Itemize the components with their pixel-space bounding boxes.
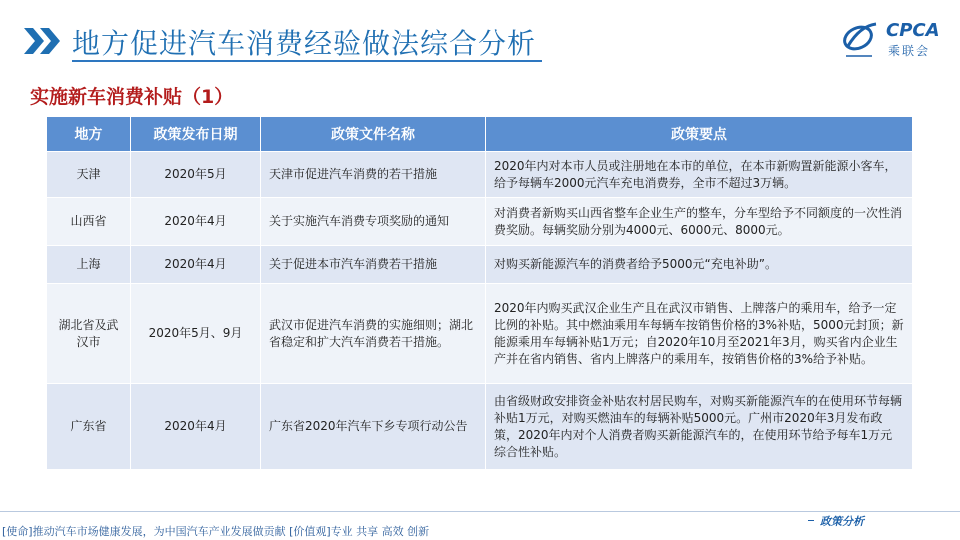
- table-row: [47, 384, 913, 470]
- cell-region: 天津: [47, 152, 131, 198]
- cell-region: 山西省: [47, 198, 131, 246]
- cell-date: 2020年4月: [131, 384, 261, 470]
- cell-date: 2020年4月: [131, 198, 261, 246]
- cell-document: 天津市促进汽车消费的若干措施: [261, 152, 486, 198]
- column-header-points: 政策要点: [486, 117, 913, 152]
- cell-points: 由省级财政安排资金补贴农村居民购车，对购买新能源汽车的在使用环节每辆补贴1万元，对购买燃油车的每辆补贴5000元。广州市2020年3月发布政策，2020年内对个人消费者购买新能源汽车的，在使用环节给予每车1万元综合性补贴。: [486, 384, 913, 470]
- footer-divider: [0, 511, 960, 512]
- footer-mark-line: [808, 520, 814, 521]
- cell-points: 2020年内对本市人员或注册地在本市的单位，在本市新购置新能源小客车，给予每辆车2000元汽车充电消费券，全市不超过3万辆。: [486, 152, 913, 198]
- column-header-document: 政策文件名称: [261, 117, 486, 152]
- logo-subtext: 乘联会: [888, 44, 931, 58]
- cell-document: 关于促进本市汽车消费若干措施: [261, 246, 486, 284]
- cell-date: 2020年5月、9月: [131, 284, 261, 384]
- column-header-region: 地方: [47, 117, 131, 152]
- table-header-row: [47, 117, 913, 152]
- table-row: [47, 152, 913, 198]
- title-underline: [72, 60, 542, 62]
- cell-points: 2020年内购买武汉企业生产且在武汉市销售、上牌落户的乘用车，给予一定比例的补贴。其中燃油乘用车每辆车按销售价格的3%补贴，5000元封顶；新能源乘用车每辆补贴1万元；自2020年10月至2021年3月，购买省内企业生产并在省内销售、省内上牌落户的乘用车，按销售价格的3%给予补贴。: [486, 284, 913, 384]
- footer-slogan: [使命]推动汽车市场健康发展，为中国汽车产业发展做贡献 [价值观]专业 共享 高效 创新: [2, 525, 430, 538]
- cell-document: 关于实施汽车消费专项奖励的通知: [261, 198, 486, 246]
- cell-region: 上海: [47, 246, 131, 284]
- cell-date: 2020年5月: [131, 152, 261, 198]
- logo-text: CPCA: [886, 20, 940, 41]
- policy-table: [46, 116, 913, 470]
- cell-date: 2020年4月: [131, 246, 261, 284]
- cell-document: 武汉市促进汽车消费的实施细则；湖北省稳定和扩大汽车消费若干措施。: [261, 284, 486, 384]
- cell-points: 对消费者新购买山西省整车企业生产的整车，分车型给予不同额度的一次性消费奖励。每辆奖励分别为4000元、6000元、8000元。: [486, 198, 913, 246]
- cell-region: 广东省: [47, 384, 131, 470]
- column-header-date: 政策发布日期: [131, 117, 261, 152]
- footer-section-mark: 政策分析: [820, 515, 864, 528]
- slide-title: 地方促进汽车消费经验做法综合分析: [72, 27, 537, 60]
- table-row: [47, 284, 913, 384]
- double-chevron-icon: [24, 28, 64, 54]
- cell-document: 广东省2020年汽车下乡专项行动公告: [261, 384, 486, 470]
- table-row: [47, 246, 913, 284]
- cell-region: 湖北省及武汉市: [47, 284, 131, 384]
- section-heading: 实施新车消费补贴（1）: [30, 86, 234, 108]
- cell-points: 对购买新能源汽车的消费者给予5000元“充电补助”。: [486, 246, 913, 284]
- table-row: [47, 198, 913, 246]
